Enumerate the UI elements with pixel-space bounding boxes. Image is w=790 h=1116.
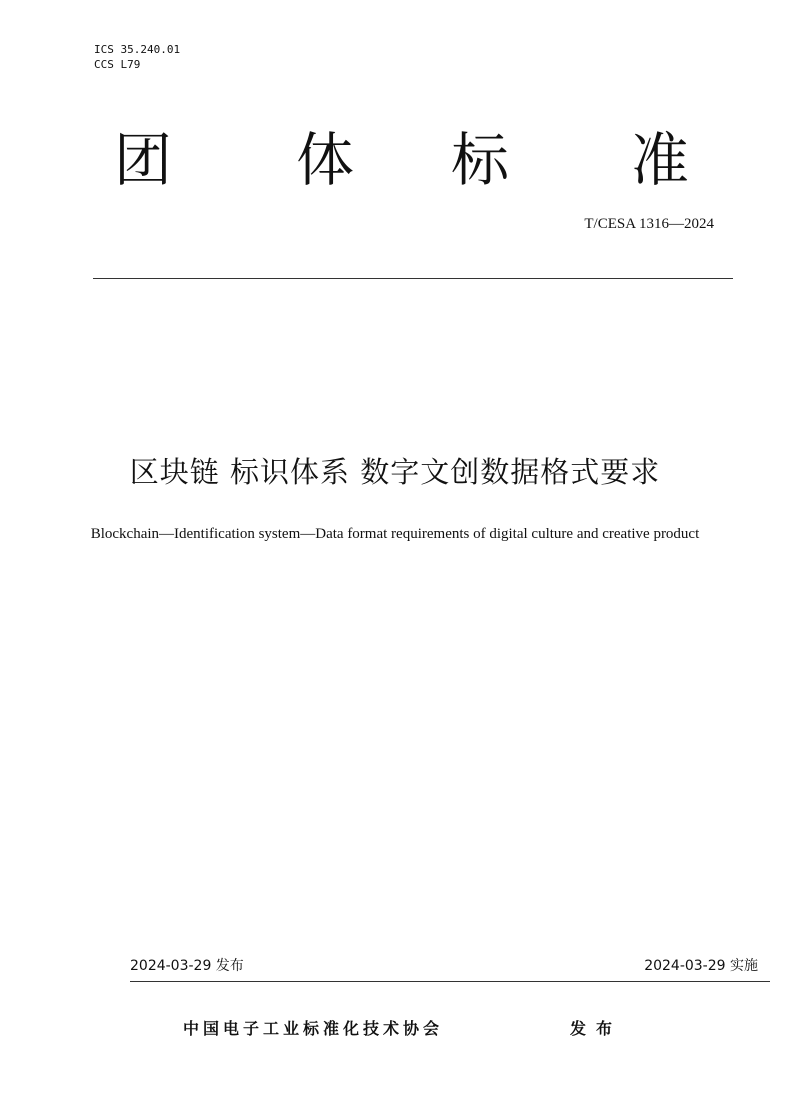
header-divider bbox=[93, 278, 733, 279]
standard-type-char-3: 标 bbox=[450, 126, 509, 194]
title-english: Blockchain—Identification system—Data format requirements of digital culture and creative product bbox=[90, 526, 700, 542]
ics-code: ICS 35.240.01 bbox=[94, 43, 181, 56]
footer-divider bbox=[130, 981, 770, 982]
publisher-action: 发布 bbox=[570, 1019, 623, 1038]
ccs-code: CCS L79 bbox=[94, 58, 141, 71]
title-chinese: 区块链 标识体系 数字文创数据格式要求 bbox=[129, 455, 661, 489]
publisher-name: 中国电子工业标准化技术协会 bbox=[183, 1019, 444, 1038]
standard-type-char-1: 团 bbox=[113, 126, 172, 194]
standard-type-char-4: 准 bbox=[630, 126, 689, 194]
issue-date: 2024-03-29 发布 bbox=[130, 958, 244, 974]
classification-codes bbox=[94, 42, 180, 72]
standard-number: T/CESA 1316—2024 bbox=[584, 216, 714, 232]
implementation-date: 2024-03-29 实施 bbox=[644, 958, 758, 974]
standard-type-char-2: 体 bbox=[295, 126, 354, 194]
